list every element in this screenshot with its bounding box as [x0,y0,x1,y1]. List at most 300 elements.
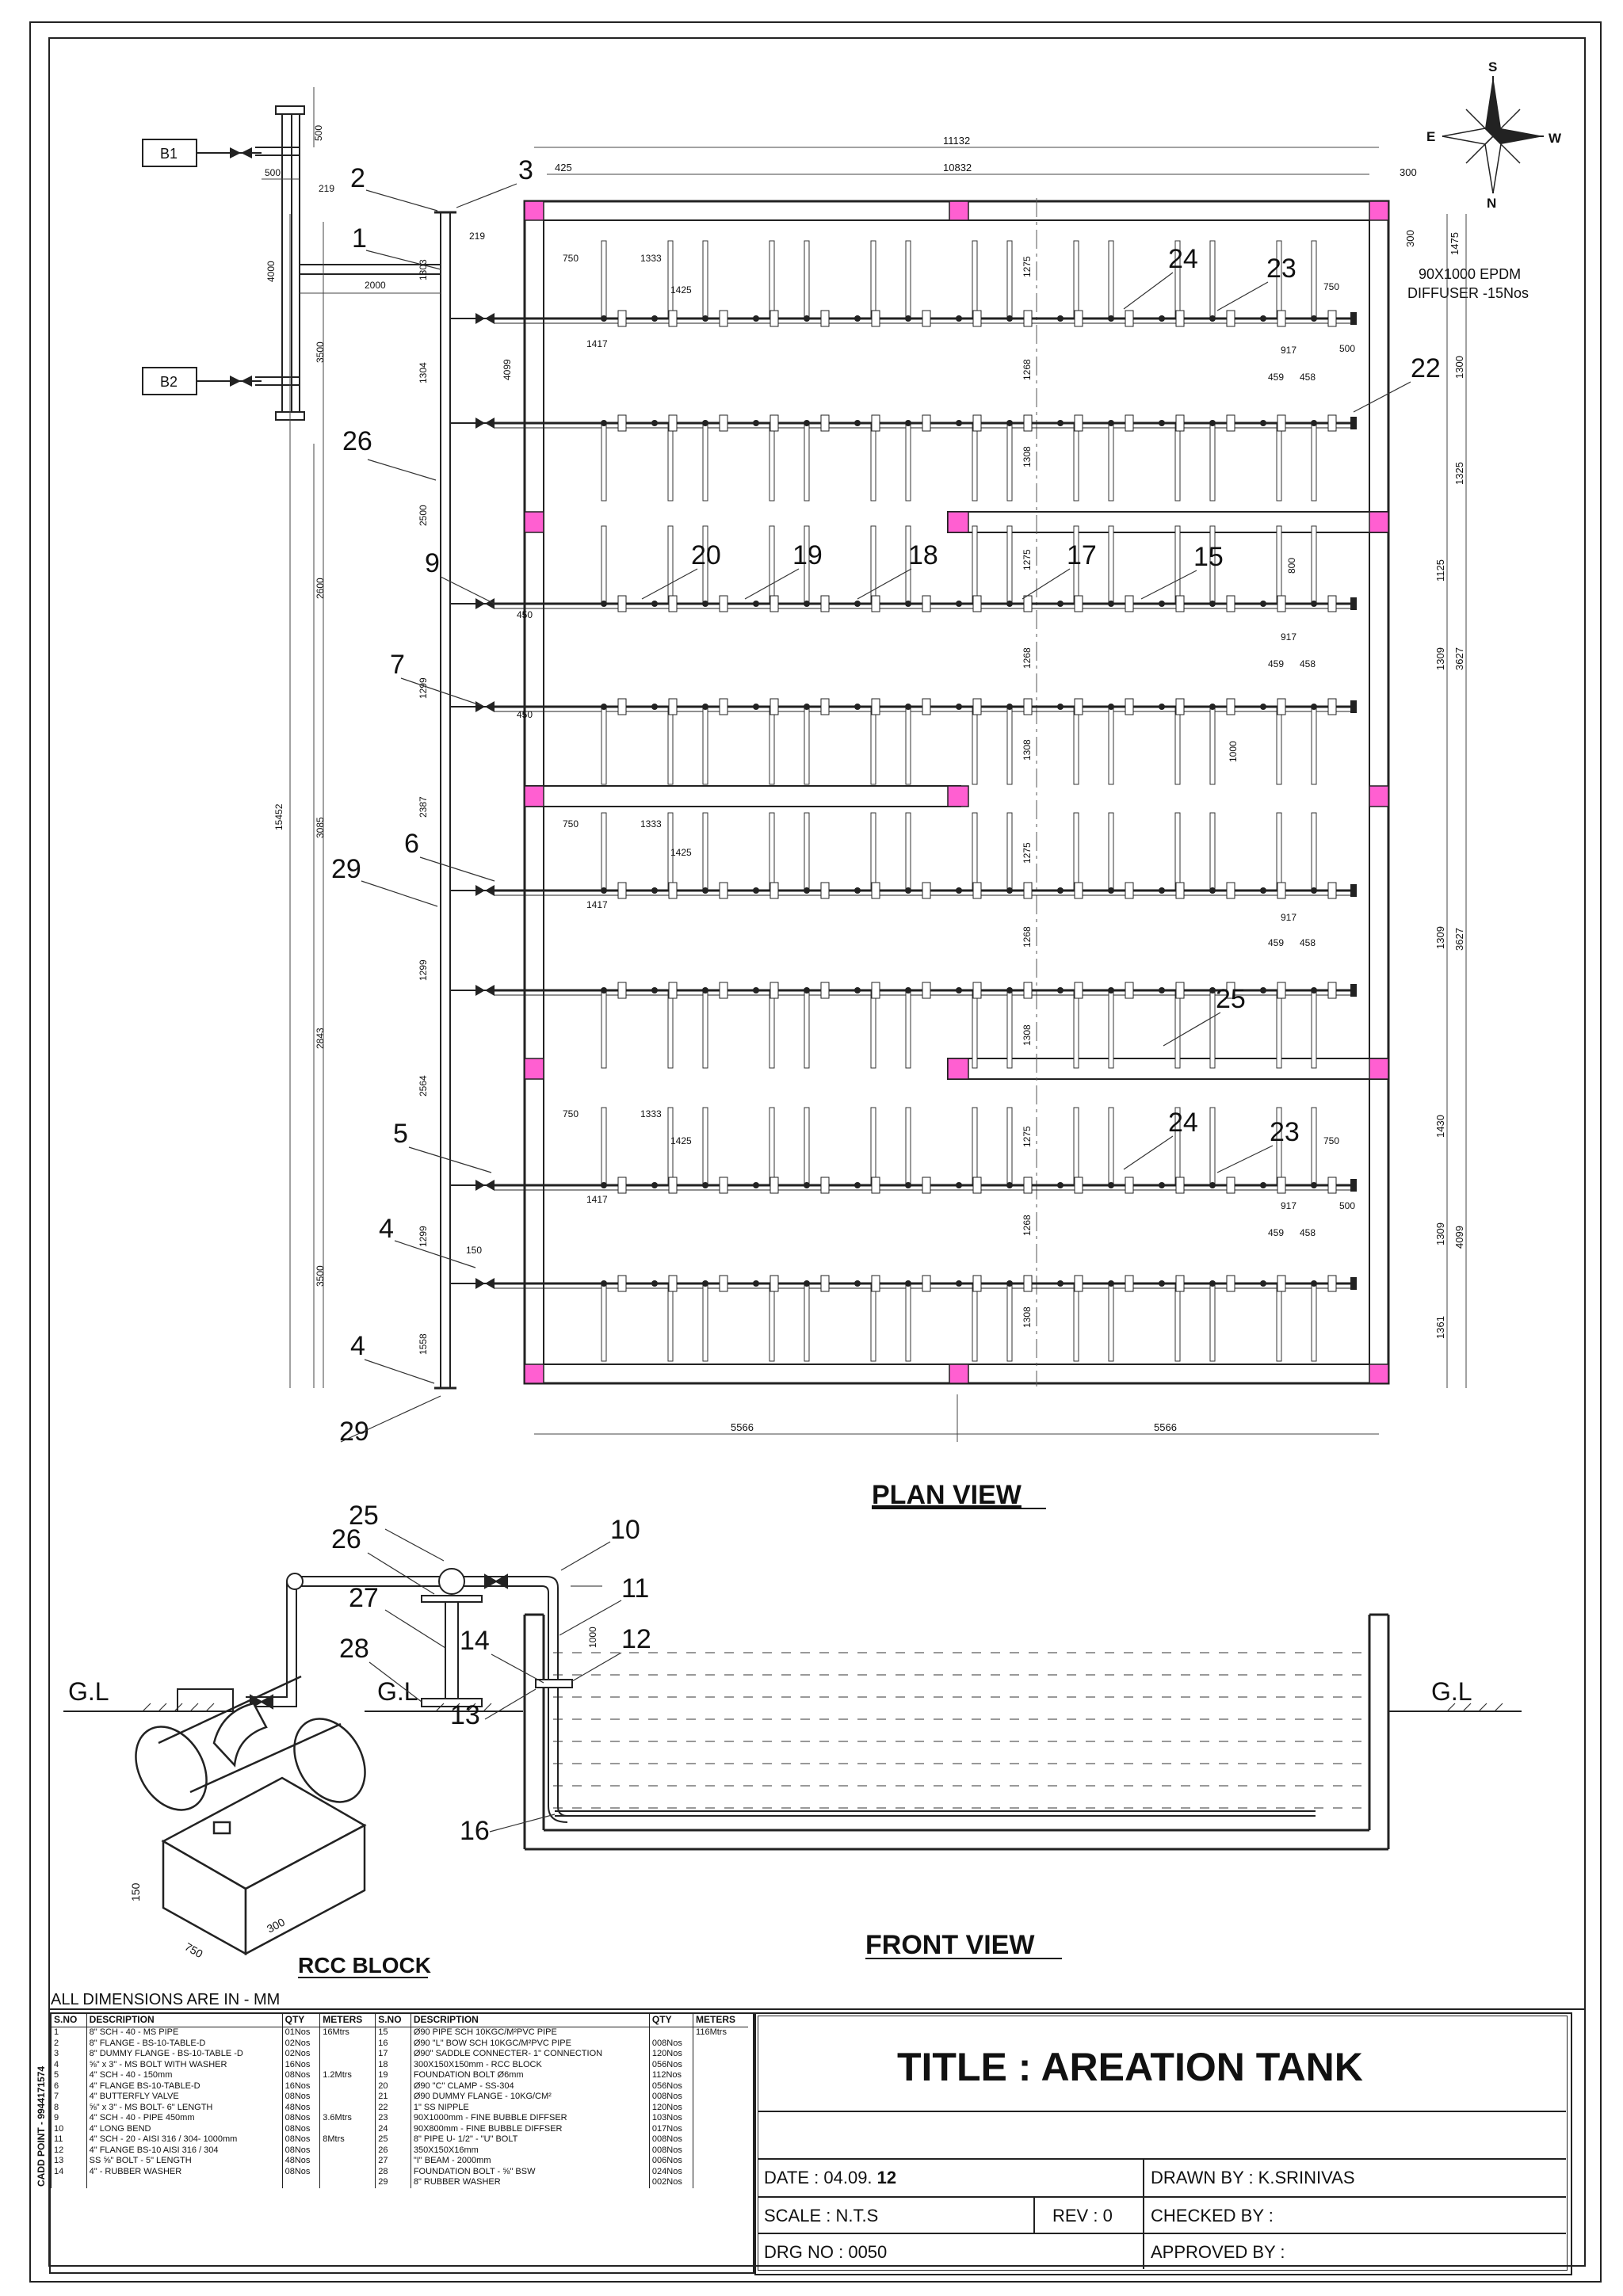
bom-cell: 9 [52,2113,87,2124]
dummy-flange [1350,597,1357,610]
svg-text:2600: 2600 [315,578,326,599]
diffuser [1109,992,1113,1068]
diffuser-note-1: 90X1000 EPDM [1419,266,1522,282]
saddle [702,1280,708,1287]
callout-17: 17 [1067,540,1097,570]
bom-cell: 22 [376,2103,411,2114]
rcc-block-plan [1125,982,1133,998]
saddle [804,887,810,894]
svg-text:10832: 10832 [943,162,972,174]
saddle [956,887,962,894]
bom-cell: 23 [376,2113,411,2124]
bom-cell: 08Nos [282,2092,320,2103]
rcc-block-plan [821,982,829,998]
callout-3: 3 [518,155,533,185]
bom-row [52,2103,749,2114]
saddle [1311,1182,1317,1188]
rcc-block-plan [1024,311,1032,326]
diffuser [668,241,673,317]
rcc-block-plan [1328,699,1336,715]
diffuser [972,526,977,602]
diffuser-note-2: DIFFUSER -15Nos [1407,285,1529,301]
saddle [854,1182,861,1188]
rcc-block-plan [1176,982,1184,998]
saddle [804,420,810,426]
rcc-block-plan [922,1177,930,1193]
bom-cell: 48Nos [282,2103,320,2114]
bom-header-cell: METERS [693,2012,748,2027]
svg-text:4000: 4000 [265,261,277,282]
bom-cell: 8" FLANGE - BS-10-TABLE-D [86,2039,282,2050]
rcc-block-plan [1075,1276,1083,1291]
bom-cell: 8" DUMMY FLANGE - BS-10-TABLE -D [86,2049,282,2060]
rcc-block-plan [1125,311,1133,326]
diffuser [601,1285,606,1361]
bom-cell [320,2039,376,2050]
rcc-block-plan [821,415,829,431]
diffuser [906,425,911,501]
diffuser [804,241,809,317]
gl-label-mid: G.L [377,1677,418,1706]
bom-cell: 16Nos [282,2081,320,2092]
svg-text:1125: 1125 [1434,559,1446,582]
rcc-block-plan [872,1177,880,1193]
svg-text:425: 425 [555,162,572,174]
rcc-block-plan [922,596,930,612]
callout-29: 29 [339,1417,369,1447]
rcc-block-plan [1075,415,1083,431]
dim-label: 1425 [670,1135,692,1146]
valve-mark [485,1278,495,1289]
svg-text:1475: 1475 [1449,232,1461,255]
bom-cell: 16Mtrs [320,2027,376,2039]
dim-label: 500 [1339,1200,1356,1211]
bom-cell: 28 [376,2167,411,2178]
rcc-block-plan [669,596,677,612]
diffuser [1175,425,1180,501]
saddle [1209,1182,1216,1188]
svg-text:1000: 1000 [587,1627,598,1648]
bom-cell: 4" SCH - 40 - 150mm [86,2070,282,2081]
saddle [1260,420,1266,426]
bom-cell: 10 [52,2124,87,2135]
bom-row [52,2156,749,2167]
diffuser [1074,813,1079,889]
diffuser [804,425,809,501]
saddle [854,601,861,607]
rcc-block-plan [1176,596,1184,612]
saddle [1108,420,1114,426]
bom-cell: 7 [52,2092,87,2103]
rcc-block-plan [1227,311,1235,326]
svg-text:B2: B2 [160,374,178,390]
bom-cell: Ø90 DUMMY FLANGE - 10KG/CM² [411,2092,649,2103]
saddle [1209,1280,1216,1287]
rcc-block-plan [720,415,727,431]
saddle [905,420,911,426]
rcc-block-title: RCC BLOCK [298,1953,431,1978]
bom-cell: 3 [52,2049,87,2060]
diffuser [1312,992,1316,1068]
saddle [956,1182,962,1188]
diffuser [871,708,876,784]
bom-cell: 4" SCH - 40 - PIPE 450mm [86,2113,282,2124]
saddle [1159,1280,1165,1287]
dim-label: 750 [1323,281,1340,292]
saddle [651,704,658,710]
rcc-block-plan [973,699,981,715]
saddle [1159,887,1165,894]
svg-text:5566: 5566 [731,1421,754,1433]
diffuser [1007,708,1012,784]
bom-cell [693,2177,748,2188]
diffuser [972,425,977,501]
saddle [905,1280,911,1287]
saddle [702,420,708,426]
callout-4: 4 [350,1331,365,1361]
rcc-block-plan [821,1276,829,1291]
svg-text:15452: 15452 [273,803,285,830]
bom-cell: 116Mtrs [693,2027,748,2039]
bom-cell: 90X1000mm - FINE BUBBLE DIFFSER [411,2113,649,2124]
svg-text:1304: 1304 [418,362,429,383]
diffuser [703,992,708,1068]
saddle [601,887,607,894]
diffuser [804,708,809,784]
bom-cell: 12 [52,2145,87,2157]
title-block [754,2012,1571,2274]
plan-view-title: PLAN VIEW [872,1480,1022,1510]
approved-by-field: APPROVED BY : [1151,2242,1285,2262]
saddle [905,601,911,607]
callout-15: 15 [1193,542,1224,572]
bom-cell: 02Nos [282,2039,320,2050]
dim-label: 750 [563,253,579,264]
rcc-block-plan [1227,1177,1235,1193]
saddle [601,704,607,710]
front-tank [525,1615,1388,1849]
rcc-block-plan [1075,699,1083,715]
saddle [1057,420,1064,426]
rcc-block-plan [973,982,981,998]
saddle [601,1280,607,1287]
saddle [854,420,861,426]
diffuser [871,241,876,317]
saddle [854,315,861,322]
diffuser [703,241,708,317]
diffuser [1175,813,1180,889]
rcc-block-plan [1125,1177,1133,1193]
dim-label: 917 [1281,345,1297,356]
right-dimensions [1434,214,1466,1388]
saddle [1311,1280,1317,1287]
rcc-block-plan [922,883,930,898]
saddle [1311,887,1317,894]
bom-row [52,2124,749,2135]
saddle [1260,601,1266,607]
svg-text:1300: 1300 [1453,356,1465,379]
bom-row [52,2049,749,2060]
diffuser [1007,1108,1012,1184]
bom-cell [52,2177,87,2188]
callout-23b: 24 [1168,1108,1198,1138]
diffuser [1074,992,1079,1068]
rcc-block-plan [618,415,626,431]
rcc-block-plan [1125,415,1133,431]
saddle [753,315,759,322]
gl-label-right: G.L [1431,1677,1472,1706]
saddle [956,601,962,607]
rcc-block-plan [720,596,727,612]
dim-label: 800 [1286,557,1297,574]
rcc-block-plan [922,982,930,998]
dim-label: 1417 [586,338,608,349]
svg-text:750: 750 [182,1939,205,1961]
bom-row [52,2113,749,2124]
rcc-block-plan [872,415,880,431]
bom-cell [282,2177,320,2188]
dim-label: 459 [1268,937,1285,948]
saddle [1260,704,1266,710]
dim-label: 1417 [586,899,608,910]
saddle [753,987,759,994]
saddle [1006,1280,1013,1287]
bom-cell [320,2081,376,2092]
callout-f28: 28 [339,1634,369,1664]
rcc-block-plan [1227,596,1235,612]
saddle [1006,704,1013,710]
rcc-block-plan [973,1177,981,1193]
bom-header-cell: QTY [282,2012,320,2027]
bom-row [52,2177,749,2188]
rcc-block-plan [973,1276,981,1291]
bom-cell: 1" SS NIPPLE [411,2103,649,2114]
saddle [601,987,607,994]
rcc-block-plan [1227,699,1235,715]
diffuser [1007,813,1012,889]
bom-cell: 8" RUBBER WASHER [411,2177,649,2188]
diffuser [1210,425,1215,501]
saddle [1006,601,1013,607]
drawn-by-field: DRAWN BY : K.SRINIVAS [1151,2168,1355,2187]
callout-20: 20 [691,540,721,570]
bom-cell: 017Nos [649,2124,693,2135]
bom-cell: "I" BEAM - 2000mm [411,2156,649,2167]
callout-19: 19 [792,540,823,570]
saddle [804,315,810,322]
rcc-block-plan [973,883,981,898]
saddle [1209,704,1216,710]
bom-row [52,2070,749,2081]
saddle [905,704,911,710]
saddle [956,420,962,426]
saddle [702,1182,708,1188]
dummy-flange [1350,1277,1357,1290]
diffuser [601,813,606,889]
valve-mark [485,418,495,429]
dim-label: 1308 [1022,446,1033,467]
svg-text:1309: 1309 [1434,926,1446,949]
valve-mark [485,885,495,896]
dim-label: 1275 [1022,256,1033,277]
bom-cell: 18 [376,2060,411,2071]
bom-cell: Ø90 "C" CLAMP - SS-304 [411,2081,649,2092]
svg-text:1325: 1325 [1453,462,1465,485]
dim-label: 1268 [1022,359,1033,380]
dim-label: 917 [1281,912,1297,923]
saddle [1209,315,1216,322]
rcc-block-plan [770,883,778,898]
bom-header-row [52,2012,749,2027]
dim-label: 1308 [1022,739,1033,761]
diffuser [668,1285,673,1361]
svg-text:1299: 1299 [418,1226,429,1247]
dim-label: 1268 [1022,647,1033,669]
diffuser [1312,425,1316,501]
bom-cell [86,2177,282,2188]
bom-header-cell: DESCRIPTION [411,2012,649,2027]
rcc-block-plan [872,883,880,898]
dim-label: 1425 [670,284,692,296]
rcc-block-plan [1125,699,1133,715]
bom-cell: 120Nos [649,2103,693,2114]
callout-25: 26 [342,426,372,456]
bom-cell [693,2039,748,2050]
diffuser [1109,425,1113,501]
saddle [804,601,810,607]
diffuser [668,708,673,784]
diffuser [804,1108,809,1184]
diffuser [601,425,606,501]
callout-f26: 26 [331,1524,361,1554]
rcc-block-plan [922,699,930,715]
valve-mark [475,1278,485,1289]
rcc-block-plan [770,982,778,998]
svg-text:5566: 5566 [1154,1421,1177,1433]
dim-label: 750 [1323,1135,1340,1146]
dim-label: 458 [1300,937,1316,948]
bom-cell [693,2156,748,2167]
diffuser [906,708,911,784]
bom-cell: 8" PIPE U- 1/2" - "U" BOLT [411,2134,649,2145]
diffuser [972,1108,977,1184]
rcc-block-plan [669,982,677,998]
diffuser [1109,813,1113,889]
diffuser [972,241,977,317]
bom-cell: 024Nos [649,2167,693,2178]
diffuser [871,1108,876,1184]
rcc-block-plan [618,699,626,715]
bom-header-cell: S.NO [52,2012,87,2027]
saddle [854,704,861,710]
svg-text:1299: 1299 [418,677,429,699]
saddle [651,887,658,894]
bom-cell: 08Nos [282,2145,320,2157]
saddle [1006,1182,1013,1188]
diffuser [601,708,606,784]
saddle [956,1280,962,1287]
rcc-block-plan [1075,1177,1083,1193]
rcc-block-plan [669,1276,677,1291]
callout-f14: 13 [450,1700,480,1730]
diffuser [1175,708,1180,784]
date-field: DATE : 04.09. 12 [764,2168,897,2187]
rcc-block-plan [872,311,880,326]
bom-cell: 4 [52,2060,87,2071]
diffuser [769,708,774,784]
bom-cell: 006Nos [649,2156,693,2167]
valve-mark [475,1180,485,1191]
bom-cell: 008Nos [649,2134,693,2145]
saddle [905,987,911,994]
bom-cell: 056Nos [649,2060,693,2071]
rcc-block-plan [1328,596,1336,612]
bom-cell: 8" SCH - 40 - MS PIPE [86,2027,282,2039]
bom-cell: 1.2Mtrs [320,2070,376,2081]
saddle [1006,987,1013,994]
rcc-block-plan [770,699,778,715]
bom-cell: Ø90" SADDLE CONNECTER- 1" CONNECTION [411,2049,649,2060]
bom-cell [693,2134,748,2145]
bom-cell: 13 [52,2156,87,2167]
svg-text:3500: 3500 [315,341,326,363]
saddle [1311,420,1317,426]
rcc-block-plan [1024,1276,1032,1291]
svg-text:1361: 1361 [1434,1316,1446,1339]
rcc-block-plan [821,883,829,898]
rcc-block-plan [1075,311,1083,326]
bom-cell: 08Nos [282,2167,320,2178]
saddle [1108,1182,1114,1188]
bom-cell: 11 [52,2134,87,2145]
bom-cell [693,2092,748,2103]
bom-cell [320,2145,376,2157]
callout-f10: 10 [610,1515,640,1545]
diffuser [1007,241,1012,317]
compass-east: E [1426,129,1436,144]
bom-row [52,2039,749,2050]
bom-cell: 01Nos [282,2027,320,2039]
dim-label: 750 [563,818,579,830]
rcc-block-plan [1125,596,1133,612]
bom-cell [320,2060,376,2071]
dim-label: 1275 [1022,842,1033,864]
diffuser [1277,813,1281,889]
blower-b1 [143,139,262,166]
svg-text:11132: 11132 [943,135,971,147]
bom-cell [693,2124,748,2135]
diffuser [1312,241,1316,317]
rev-field: REV : 0 [1052,2206,1113,2225]
bom-cell [649,2027,693,2039]
vendor-mark: CADD POINT - 9944171574 [36,2065,47,2187]
rcc-block-plan [1024,982,1032,998]
diffuser [601,1108,606,1184]
dim-label: 459 [1268,658,1285,669]
bom-cell: 4" FLANGE BS-10 AISI 316 / 304 [86,2145,282,2157]
diffuser [1109,1285,1113,1361]
diffuser [1312,1285,1316,1361]
bom-cell: 21 [376,2092,411,2103]
diffuser [1175,1285,1180,1361]
saddle [753,704,759,710]
dim-label: 450 [517,609,533,620]
callout-21: 22 [1411,353,1441,383]
dim-label: 1417 [586,1194,608,1205]
saddle [601,601,607,607]
callout-1: 1 [352,223,367,254]
saddle [1159,315,1165,322]
